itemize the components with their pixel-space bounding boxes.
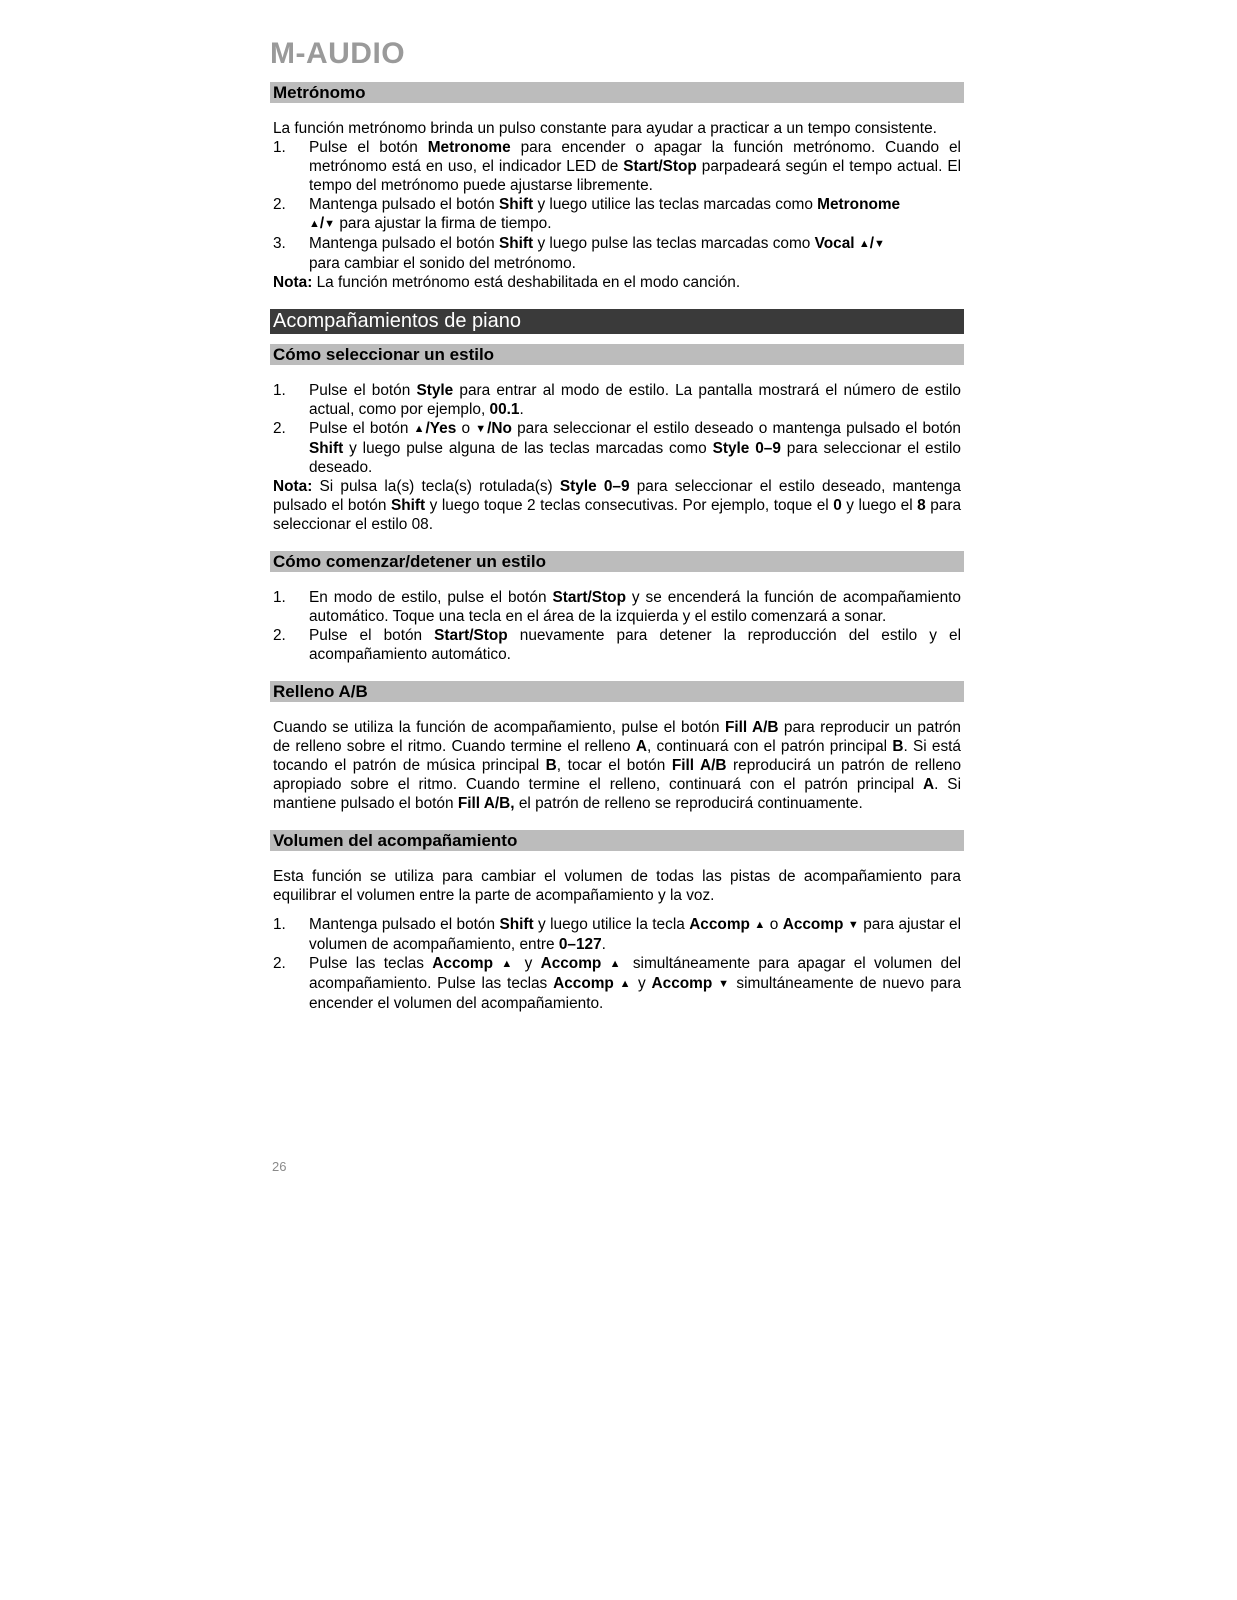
list-item: 1. En modo de estilo, pulse el botón Start/Stop y se encenderá la función de acompañamiento automático. Toque una tecla en el área de la izquierda y el estilo comenzará a sonar. [273, 589, 961, 625]
section-header-volumen: Volumen del acompañamiento [270, 830, 964, 851]
triangle-up-icon: ▲ [619, 978, 633, 990]
list-item: 1. Mantenga pulsado el botón Shift y luego utilice la tecla Accomp ▲ o Accomp ▼ para ajustar el volumen de acompañamiento, entre 0–127. [273, 916, 962, 953]
triangle-down-icon: ▼ [475, 423, 488, 435]
triangle-up-icon: ▲ [413, 423, 426, 435]
metronomo-note: Nota: La función metrónomo está deshabilitada en el modo canción. [273, 274, 741, 291]
metronomo-intro: La función metrónomo brinda un pulso constante para ayudar a practicar a un tempo consistente. [273, 120, 937, 137]
list-item: 2. Pulse el botón ▲/Yes o ▼/No para seleccionar el estilo deseado o mantenga pulsado el botón Shift y luego pulse alguna de las teclas marcadas como Style 0–9 para seleccionar el estilo deseado. [273, 420, 961, 476]
list-item: 2. Mantenga pulsado el botón Shift y luego utilice las teclas marcadas como Metronome ▲/▼ para ajustar la firma de tiempo. [273, 196, 901, 232]
section-header-seleccionar: Cómo seleccionar un estilo [270, 344, 964, 365]
svg-text:M-AUDIO: M-AUDIO [270, 37, 406, 68]
list-item: 1. Pulse el botón Metronome para encender o apagar la función metrónomo. Cuando el metrónomo está en uso, el indicador LED de Start/Stop parpadeará según el tempo actual. El tempo del metrónomo puede ajustarse libremente. [273, 139, 961, 194]
triangle-up-icon: ▲ [609, 958, 625, 970]
triangle-up-icon: ▲ [501, 958, 517, 970]
triangle-down-icon: ▼ [718, 978, 731, 990]
manual-page [270, 36, 964, 1013]
relleno-paragraph: Cuando se utiliza la función de acompañamiento, pulse el botón Fill A/B para reproducir un patrón de relleno sobre el ritmo. Cuando termine el relleno A, continuará con el patrón principal B. Si está tocando el patrón de música principal B, tocar el botón Fill A/B reproducirá un patrón de relleno apropiado sobre el ritmo. Cuando termine el relleno, continuará con el patrón principal A. Si mantiene pulsado el botón Fill A/B, el patrón de relleno se reproducirá continuamente. [273, 719, 962, 812]
comenzar-list [270, 588, 964, 664]
section-header-relleno: Relleno A/B [270, 681, 964, 702]
seleccionar-list [270, 381, 964, 477]
volumen-list [270, 915, 964, 1013]
triangle-up-icon: ▲ [858, 238, 870, 250]
triangle-down-icon: ▼ [324, 218, 336, 230]
triangle-down-icon: ▼ [847, 919, 859, 931]
m-audio-logo [270, 36, 470, 68]
section-header-metronomo: Metrónomo [270, 82, 964, 103]
section-header-comenzar: Cómo comenzar/detener un estilo [270, 551, 964, 572]
list-item: 2. Pulse las teclas Accomp ▲ y Accomp ▲ simultáneamente para apagar el volumen del acompañamiento. Pulse las teclas Accomp ▲ y Accomp ▼ simultáneamente de nuevo para encender el volumen del acompañamiento. [273, 955, 962, 1012]
list-item: 1. Pulse el botón Style para entrar al modo de estilo. La pantalla mostrará el número de estilo actual, como por ejemplo, 00.1. [273, 382, 961, 418]
list-item: 2. Pulse el botón Start/Stop nuevamente para detener la reproducción del estilo y el acompañamiento automático. [273, 627, 961, 663]
triangle-up-icon: ▲ [309, 218, 320, 230]
seleccionar-note: Nota: Si pulsa la(s) tecla(s) rotulada(s) Style 0–9 para seleccionar el estilo deseado, mantenga pulsado el botón Shift y luego toque 2 teclas consecutivas. Por ejemplo, toque el 0 y luego el 8 para seleccionar el estilo 08. [273, 478, 962, 533]
triangle-up-icon: ▲ [754, 919, 766, 931]
page-number: 26 [272, 1159, 287, 1174]
list-item: 3. Mantenga pulsado el botón Shift y luego pulse las teclas marcadas como Vocal ▲/▼ para cambiar el sonido del metrónomo. [273, 235, 885, 272]
metronomo-list [270, 138, 964, 273]
triangle-down-icon: ▼ [874, 238, 885, 250]
section-header-acompanamientos: Acompañamientos de piano [270, 309, 964, 334]
volumen-intro: Esta función se utiliza para cambiar el volumen de todas las pistas de acompañamiento para equilibrar el volumen entre la parte de acompañamiento y la voz. [273, 868, 961, 904]
